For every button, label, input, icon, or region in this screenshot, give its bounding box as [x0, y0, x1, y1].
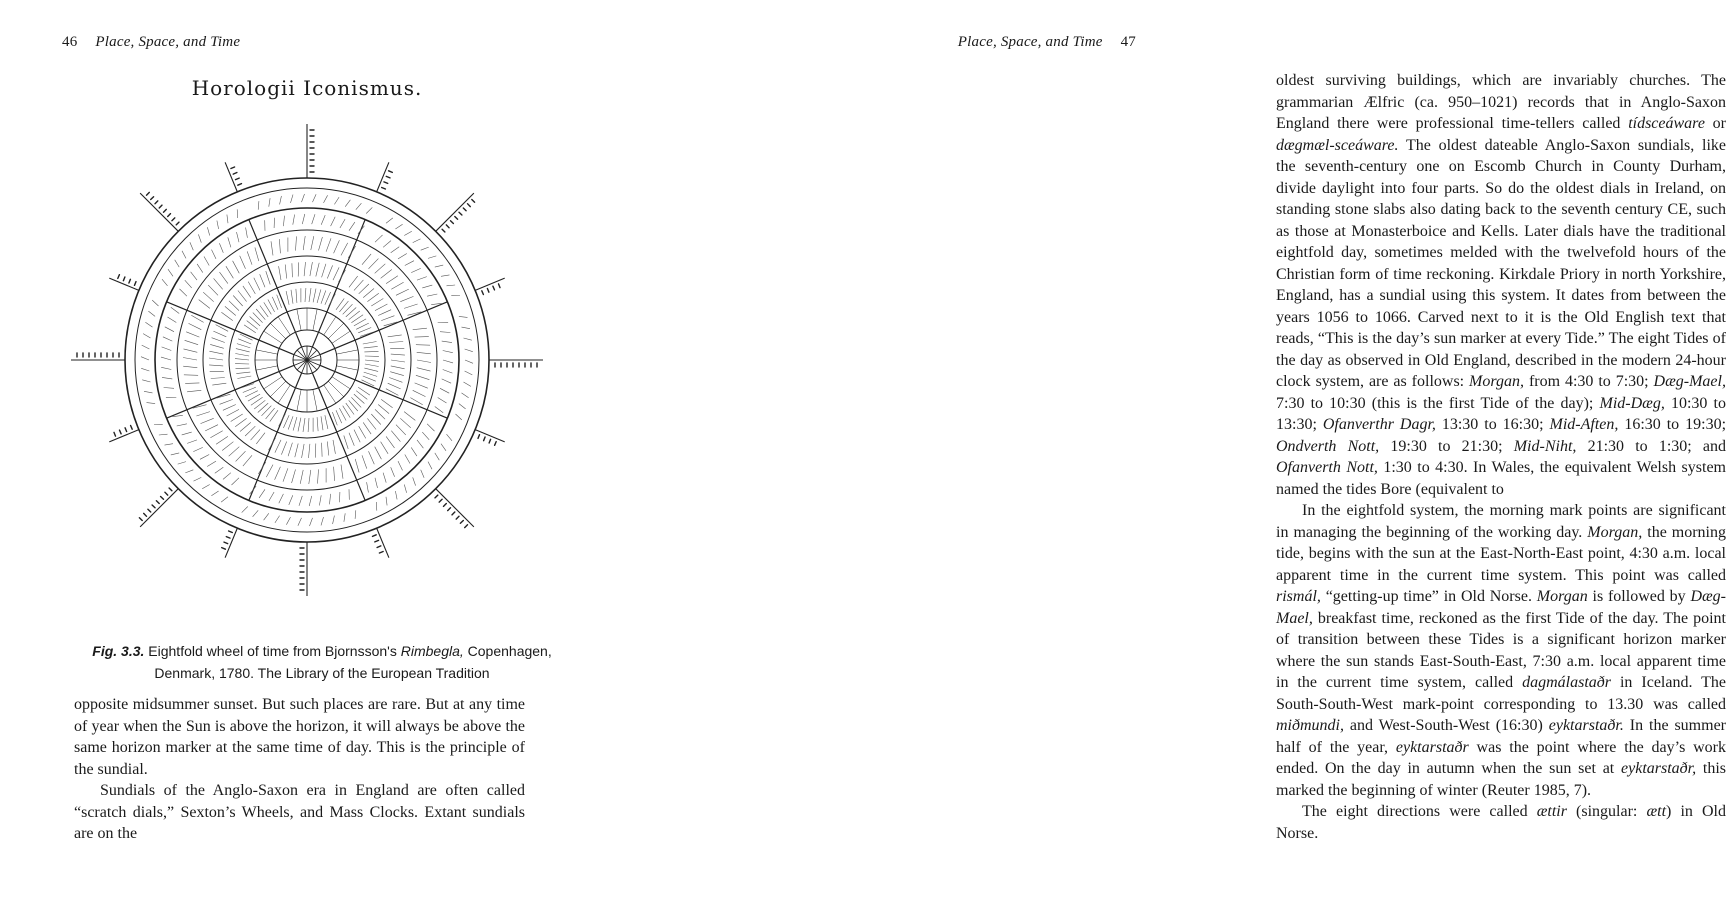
cell-line — [332, 377, 350, 389]
ray-script — [495, 363, 537, 367]
paragraph: oldest surviving buildings, which are invariably churches. The grammarian Ælfric (ca. 950–1021) records that in Anglo-Saxon England there were professional time-tellers called tídsceáware or dægmæl-sceáware. The oldest dateable Anglo-Saxon sundials, like the seventh-century one on Escomb Church in County Durham, divide daylight into four parts. So do the oldest dials in Ireland, on standing stone slabs also dating back to the seventh century CE, such as those at Monasterboice and Kells. Later dials have the traditional eightfold day, sometimes melded with the twelvefold hours of the Christian form of time reckoning. Kirkdale Priory in north Yorkshire, England, has a sundial using this system. It dates from between the years 1056 to 1066. Carved next to it is the Old English text that reads, “This is the day’s sun marker at every Tide.” The eight Tides of the day as observed in Old England, described in the modern 24-hour clock system, are as follows: Morgan, from 4:30 to 7:30; Dæg-Mael, 7:30 to 10:30 (this is the first Tide of the day); Mid-Dæg, 10:30 to 13:30; Ofanverthr Dagr, 13:30 to 16:30; Mid-Aften, 16:30 to 19:30; Ondverth Nott, 19:30 to 21:30; Mid-Niht, 21:30 to 1:30; and Ofanverth Nott, 1:30 to 4:30. In Wales, the equivalent Welsh system named the tides Bore (equivalent to — [1276, 72, 1726, 498]
running-head: Place, Space, and Time — [957, 34, 1103, 50]
caption-text: Eightfold wheel of time from Bjornsson's — [148, 643, 397, 659]
outer-ray — [225, 162, 237, 192]
ray-script — [382, 171, 393, 189]
caption-label: Fig. 3.3. — [92, 643, 145, 659]
paragraph: Sundials of the Anglo-Saxon era in England are often called “scratch dials,” Sexton’s Wheels, and Mass Clocks. Extant sundials are on the — [74, 782, 525, 842]
ray-script — [77, 353, 119, 357]
left-body-text — [74, 694, 525, 845]
cell-line — [270, 381, 286, 397]
cell-line — [264, 377, 282, 389]
outer-ray — [436, 193, 474, 231]
cell-line — [256, 366, 278, 370]
right-page — [600, 0, 1726, 900]
cell-line — [318, 388, 326, 408]
outer-ray — [140, 489, 178, 527]
ray-script — [114, 426, 132, 437]
cell-line — [270, 323, 286, 339]
cell-line — [335, 340, 355, 348]
cell-line — [324, 317, 336, 335]
cell-line — [287, 312, 295, 332]
ray-script — [231, 167, 242, 185]
eightfold-wheel-illustration — [62, 112, 552, 612]
cell-line — [328, 323, 344, 339]
outer-ray — [436, 489, 474, 527]
running-header-right — [958, 34, 1136, 51]
outer-ray — [475, 278, 505, 290]
cell-line — [313, 389, 317, 411]
cell-line — [259, 371, 279, 379]
center-spoke — [307, 360, 317, 370]
cell-line — [335, 371, 355, 379]
center-spoke — [297, 360, 307, 370]
cell-line — [264, 331, 282, 343]
cell-line — [287, 388, 295, 408]
cell-line — [278, 385, 290, 403]
figure-caption — [82, 640, 562, 684]
cell-line — [336, 350, 358, 354]
caption-source: Copenhagen, Denmark, 1780. The Library of the European Tradition — [154, 643, 552, 681]
ray-script — [147, 192, 180, 225]
cell-line — [297, 389, 301, 411]
cell-line — [256, 350, 278, 354]
center-spoke — [297, 350, 307, 360]
ray-script — [435, 495, 468, 527]
paragraph: In the eightfold system, the morning mark points are significant in managing the beginning of the working day. Morgan, the morning tide, begins with the sun at the East-North-East point, 4:30 a.m. local apparent time in the current time system. This point was called rismál, “getting-up time” in Old Norse. Morgan is followed by Dæg-Mael, breakfast time, reckoned as the first Tide of the day. The point of transition between these Tides is a significant horizon marker where the sun stands East-South-East, 7:30 a.m. local apparent time in the current time system, called dagmálastaðr in Iceland. The South-South-West mark-point corresponding to 13.30 was called miðmundi, and West-South-West (16:30) eyktarstaðr. In the summer half of the year, eyktarstaðr was the point where the day’s work ended. On the day in autumn when the sun set at eyktarstaðr, this marked the beginning of winter (Reuter 1985, 7). — [1276, 502, 1726, 799]
cell-line — [318, 312, 326, 332]
cell-line — [328, 381, 344, 397]
page-number: 46 — [62, 34, 78, 50]
ray-script — [442, 200, 475, 233]
ray-script — [118, 275, 136, 286]
ray-script — [310, 130, 314, 172]
cell-line — [297, 309, 301, 331]
outer-ray — [377, 528, 389, 558]
left-page — [0, 0, 600, 900]
figure-title: Horologii Iconismus. — [191, 76, 423, 100]
ray-script — [478, 435, 496, 446]
running-header-left — [62, 34, 240, 51]
ray-script — [300, 548, 304, 590]
cell-line — [324, 385, 336, 403]
paragraph: opposite midsummer sunset. But such places are rare. But at any time of year when the Sun is above the horizon, it will always be above the same horizon marker at the same time of day. This is the principle of the sundial. — [74, 696, 525, 778]
page-number: 47 — [1120, 34, 1136, 50]
cell-line — [278, 317, 290, 335]
cell-line — [332, 331, 350, 343]
cell-line — [259, 340, 279, 348]
ray-script — [139, 488, 172, 521]
outer-ray — [109, 430, 139, 442]
ray-script — [373, 535, 384, 553]
center-spoke — [307, 350, 317, 360]
cell-line — [313, 309, 317, 331]
outer-ray — [140, 193, 178, 231]
ray-script — [222, 531, 233, 549]
right-body-text — [1276, 70, 1726, 844]
ray-script — [482, 284, 500, 295]
running-head: Place, Space, and Time — [95, 34, 241, 50]
figure-wheel-of-time — [62, 72, 552, 612]
cell-line — [336, 366, 358, 370]
caption-book-title: Rimbegla, — [400, 643, 464, 659]
paragraph: The eight directions were called ættir (singular: ætt) in Old Norse. — [1276, 803, 1726, 842]
